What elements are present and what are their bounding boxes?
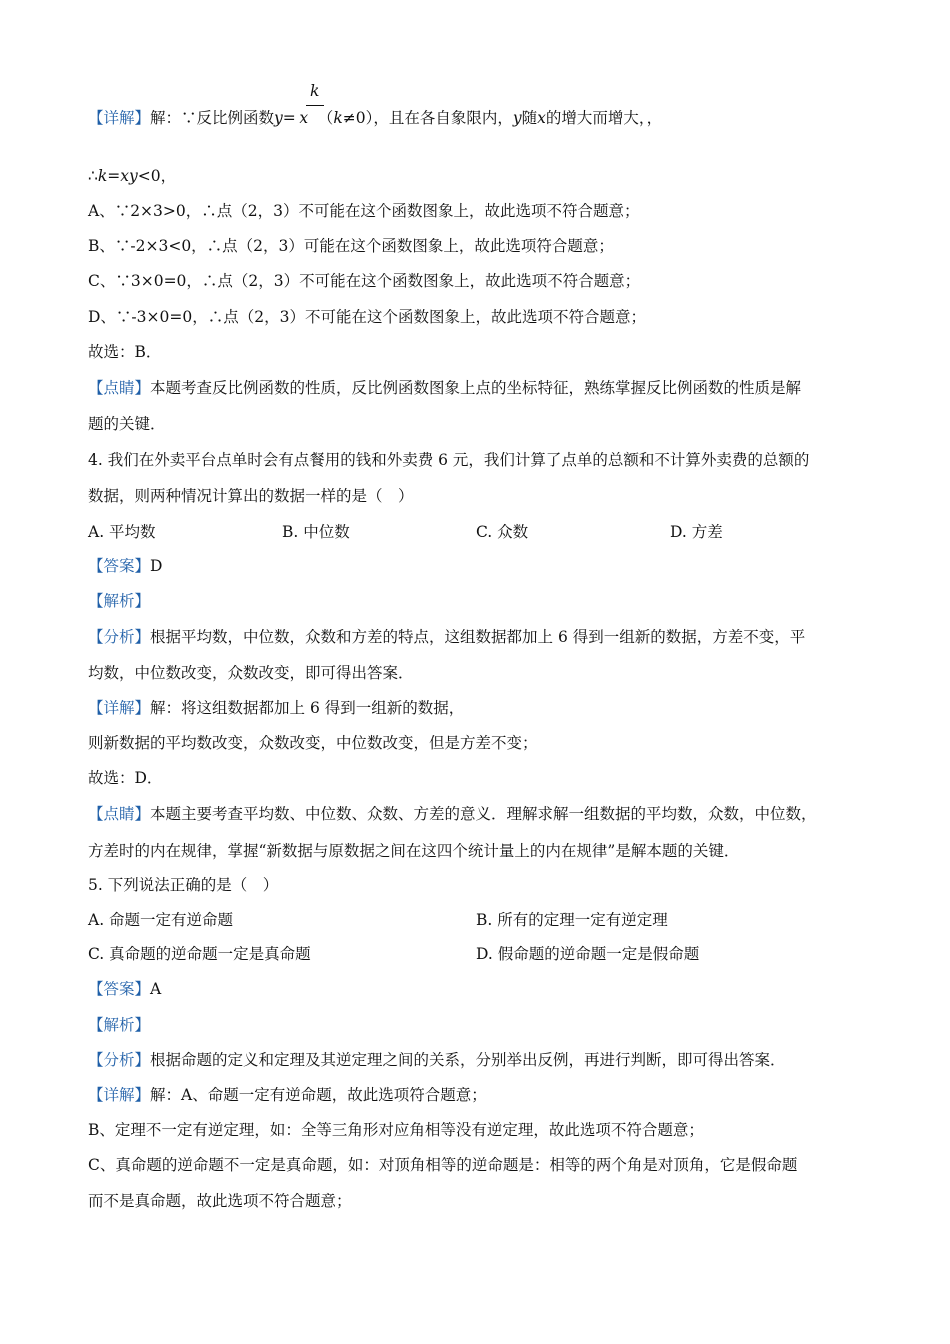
q4-option-b: B. 中位数 — [282, 523, 350, 541]
option-c-line: C、∵3×0=0，∴点（2，3）不可能在这个函数图象上，故此选项不符合题意； — [88, 272, 641, 290]
cond-open: （ — [317, 109, 334, 127]
q5-fx-line — [88, 1050, 786, 1070]
detail-text-pre: 解：∵反比例函数 — [150, 109, 275, 127]
choose-line-1: 故选：B． — [88, 343, 162, 361]
q5-answer-tag: 【答案】 — [88, 980, 151, 998]
detail-line-2 — [88, 166, 176, 186]
q5-option-b: B. 所有的定理一定有逆定理 — [476, 911, 668, 929]
detail-tag: 【详解】 — [88, 109, 151, 127]
q4-analysis-tag: 【解析】 — [88, 592, 151, 610]
q4-xj-line-b: 则新数据的平均数改变，众数改变，中位数改变，但是方差不变； — [88, 734, 538, 752]
var-k: k — [97, 167, 108, 185]
q5-fx-tag: 【分析】 — [88, 1051, 151, 1069]
comment-line-1 — [88, 378, 801, 398]
q4-choose: 故选：D． — [88, 769, 163, 787]
rest-y: y — [512, 109, 522, 127]
q4-fx-line-a — [88, 627, 805, 647]
q4-dj-text-a: 本题主要考查平均数、中位数、众数、方差的意义．理解求解一组数据的平均数，众数，中位数， — [150, 805, 817, 823]
q5-answer-value: A — [150, 980, 162, 998]
fraction-denominator: x — [299, 109, 309, 127]
q5-answer — [88, 979, 161, 999]
q4-option-a: A. 平均数 — [88, 523, 156, 541]
q4-option-d: D. 方差 — [670, 523, 723, 541]
q5-xj-line-d: 而不是真命题，故此选项不符合题意； — [88, 1192, 352, 1210]
eq-sign-2: = — [107, 167, 121, 185]
q5-analysis-tag: 【解析】 — [88, 1016, 151, 1034]
q5-option-d: D. 假命题的逆命题一定是假命题 — [476, 945, 700, 963]
q4-stem-b: 数据，则两种情况计算出的数据一样的是（ ） — [88, 487, 414, 505]
q4-option-c: C. 众数 — [476, 523, 529, 541]
q5-stem: 5. 下列说法正确的是（ ） — [88, 876, 279, 894]
q5-xj-tag: 【详解】 — [88, 1086, 151, 1104]
q4-fx-line-b: 均数，中位数改变，众数改变，即可得出答案． — [88, 664, 414, 682]
l2-rest: <0， — [137, 167, 177, 185]
var-y: y — [274, 109, 283, 127]
q5-xj-text-a: 解：A、命题一定有逆命题，故此选项符合题意； — [150, 1086, 487, 1104]
q4-dj-line-a — [88, 804, 817, 824]
q4-answer-value: D — [150, 557, 163, 575]
rest-b: 随 — [521, 109, 538, 127]
comment-line-2: 题的关键． — [88, 415, 166, 433]
q5-xj-line-a — [88, 1085, 487, 1105]
detail-line-1 — [88, 108, 662, 128]
option-b-line: B、∵-2×3<0，∴点（2，3）可能在这个函数图象上，故此选项符合题意； — [88, 237, 614, 255]
q5-option-a: A. 命题一定有逆命题 — [88, 911, 234, 929]
q5-xj-line-c: C、真命题的逆命题不一定是真命题，如：对顶角相等的逆命题是：相等的两个角是对顶角，它是假命题 — [88, 1156, 798, 1174]
comment-text-a: 本题考查反比例函数的性质，反比例函数图象上点的坐标特征，熟练掌握反比例函数的性质是解 — [150, 379, 802, 397]
cond-ne: ≠0） — [342, 109, 374, 127]
var-xy: xy — [120, 167, 138, 185]
cond-k: k — [333, 109, 343, 127]
rest-a: ，且在各自象限内， — [373, 109, 513, 127]
q4-stem-a: 4. 我们在外卖平台点单时会有点餐用的钱和外卖费 6 元，我们计算了点单的总额和不计算外卖费的总额的 — [88, 451, 810, 469]
q5-option-c: C. 真命题的逆命题一定是真命题 — [88, 945, 311, 963]
q4-xj-line-a — [88, 698, 464, 718]
q4-answer-tag: 【答案】 — [88, 557, 151, 575]
q4-xj-tag: 【详解】 — [88, 699, 151, 717]
q5-xj-line-b: B、定理不一定有逆定理，如：全等三角形对应角相等没有逆定理，故此选项不符合题意； — [88, 1121, 704, 1139]
q4-fx-tag: 【分析】 — [88, 628, 151, 646]
option-d-line: D、∵-3×0=0，∴点（2，3）不可能在这个函数图象上，故此选项不符合题意； — [88, 308, 646, 326]
rest-x: x — [537, 109, 546, 127]
q4-dj-tag: 【点睛】 — [88, 805, 151, 823]
q5-fx-text: 根据命题的定义和定理及其逆定理之间的关系，分别举出反例，再进行判断，即可得出答案． — [150, 1051, 786, 1069]
therefore: ∴ — [88, 167, 98, 185]
q4-answer — [88, 556, 162, 576]
q4-fx-text-a: 根据平均数，中位数，众数和方差的特点，这组数据都加上 6 得到一组新的数据，方差不变，平 — [150, 628, 806, 646]
fraction-bar — [306, 105, 324, 106]
q4-dj-line-b: 方差时的内在规律，掌握“新数据与原数据之间在这四个统计量上的内在规律”是解本题的关键． — [88, 842, 740, 860]
rest-c: 的增大而增大，， — [545, 109, 663, 127]
fraction-numerator: k — [310, 82, 320, 100]
eq-sign: = — [282, 109, 296, 127]
comment-tag: 【点睛】 — [88, 379, 151, 397]
q4-xj-text-a: 解：将这组数据都加上 6 得到一组新的数据， — [150, 699, 465, 717]
option-a-line: A、∵2×3>0，∴点（2，3）不可能在这个函数图象上，故此选项不符合题意； — [88, 202, 640, 220]
